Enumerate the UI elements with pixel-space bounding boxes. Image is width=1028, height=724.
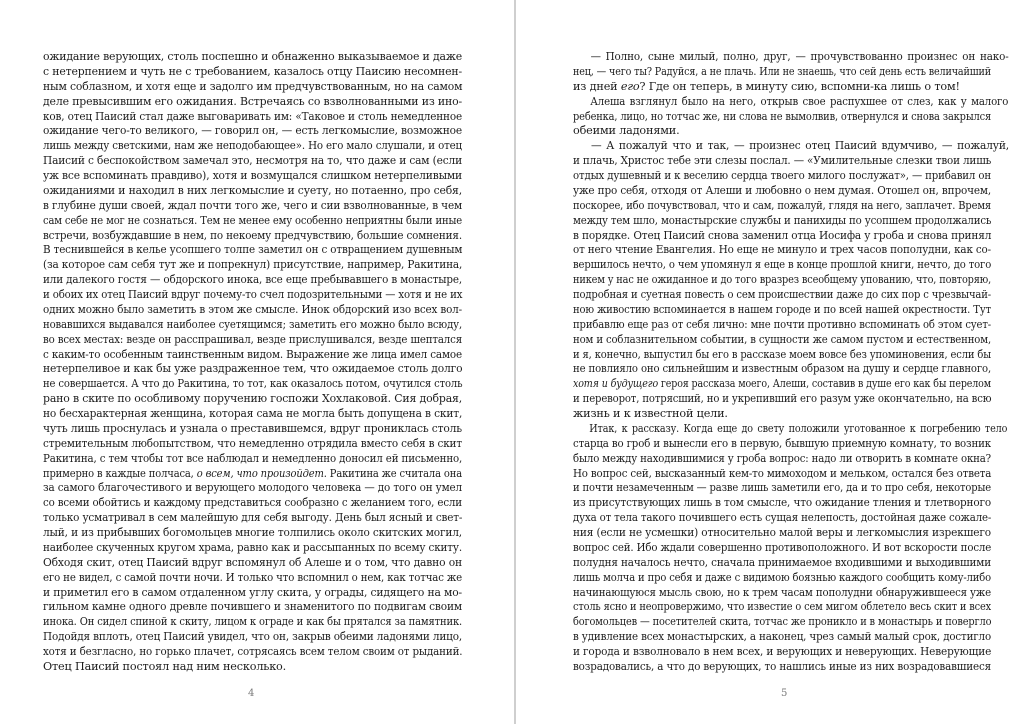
- text-line: вопрос сей. Ибо ждали совершенно противоположного. И вот вскорости после: [573, 540, 992, 554]
- text-line: ною живостию вспоминается в нашем городе и по всей нашей окрестности. Тут: [573, 302, 992, 316]
- text-line: Обходя скит, отец Паисий вдруг вспомянул об Алеше и о том, что давно он: [43, 555, 462, 569]
- text-line: и я, конечно, выпустил бы его в рассказе моем вовсе без упоминовения, если бы: [573, 347, 992, 361]
- text-line: но бесхарактерная женщина, которая сама не могла быть допущена в скит,: [43, 407, 463, 420]
- text-line: между тем шло, монастырские службы и панихиды по усопшем продолжались: [573, 213, 992, 227]
- text-line: обеими ладонями.: [573, 124, 680, 138]
- text-line: из присутствующих лишь в том смысле, что ожидание тления и тлетворного: [573, 496, 991, 510]
- text-run: примерно в каждые полчаса,: [43, 466, 197, 480]
- text-line: ния (если не усмешки) относительно малой веры и легкомыслия изрекшего: [573, 526, 991, 539]
- text-line: рано в ските по особливому поручению госпожи Хохлаковой. Сия добрая,: [43, 392, 463, 406]
- left-page-text: [43, 50, 462, 675]
- text-line: инока. Он сидел спиной к скиту, лицом к ограде и как бы прятался за памятник.: [43, 615, 463, 629]
- italic-emphasis: хотя и будущего: [573, 377, 659, 391]
- text-line: Но вопрос сей, высказанный кем-то мимоходом и мельком, остался без ответа: [573, 466, 992, 480]
- text-line: духа от тела такого почившего есть сущая нелепость, достойная даже сожале-: [573, 511, 992, 525]
- text-line: полудня началось нечто, сначала принимаемое входившими и выходившими: [573, 555, 992, 569]
- text-line: и плачь, Христос тебе эти слезы послал. — «Умилительные слезки твои лишь: [573, 154, 992, 168]
- text-line: стремительным любопытством, что немедленно отрядила вместо себя в скит: [43, 436, 462, 450]
- text-line: ожидание верующих, столь поспешно и обнаженно выказываемое и даже: [43, 50, 463, 63]
- text-line: одних можно было заметить в этом же смысле. Инок обдорский изо всех вол-: [43, 302, 463, 316]
- text-line: ожидание чего-то великого, — говорил он, — есть легкомыслие, возможное: [43, 124, 463, 138]
- text-line: со всеми обойтись и каждому представиться сообразно с желанием того, если: [43, 496, 462, 510]
- text-line: ожиданиями и находил в них легкомыслие и суету, но потаенно, про себя,: [43, 183, 462, 197]
- text-line: Ракитина, с тем чтобы тот все наблюдал и немедленно доносил ей письменно,: [43, 451, 463, 465]
- text-line: начинающуюся мысль свою, но к трем часам пополудни обнаружившееся уже: [573, 585, 992, 599]
- text-line: в удивление всех монастырских, а наконец, чрез самый малый срок, достигло: [573, 630, 992, 644]
- text-line: нетерпеливое и как бы уже раздраженное тем, что ожидаемое столь долго: [43, 362, 463, 376]
- text-line: никем у нас не ожиданное и до того вразрез всеобщему упованию, что, повторяю,: [573, 273, 992, 287]
- text-line: с каким-то особенным таинственным видом. Выражение же лица имел самое: [43, 347, 463, 361]
- text-line: богомольцев — посетителей скита, тотчас же проникло и в монастырь и повергло: [573, 615, 992, 629]
- text-line: лишь молча и про себя и даже с видимою боязнью каждого сообщить кому-либо: [573, 570, 992, 584]
- text-line: Итак, к рассказу. Когда еще до свету положили уготованное к погребению тело: [589, 421, 1008, 435]
- text-line: подробная и суетная повесть о сем происшествии даже до сих пор с чрезвычай-: [573, 288, 992, 301]
- text-line: уже про себя, отходя от Алеши и любовно о нем думая. Отошел он, впрочем,: [573, 183, 992, 197]
- text-line: столь ясно и неопровержимо, что известие о сем мигом облетело весь скит и всех: [573, 600, 992, 614]
- text-line: не совершается. А что до Ракитина, то тот, как оказалось потом, очутился столь: [43, 377, 463, 391]
- text-line: (за которое сам себя тут же и попрекнул) присутствие, например, Ракитина,: [43, 258, 463, 272]
- text-run: ? Где он теперь, в минуту сию, вспомни-ка лишь о том!: [639, 79, 960, 93]
- text-line: наиболее скученных кругом храма, равно как и рассыпанных по всему скиту.: [43, 540, 462, 554]
- text-line: ков, отец Паисий стал даже выговаривать им: «Таковое и столь немедленное: [43, 109, 462, 123]
- text-line: лишь между светскими, нам же неподобающее». Но его мало слушали, и отец: [43, 139, 462, 153]
- text-line: Паисий с беспокойством замечал это, несмотря на то, что даже и сам (если: [43, 154, 462, 168]
- text-line: Подойдя вплоть, отец Паисий увидел, что он, закрыв обеими ладонями лицо,: [43, 630, 463, 644]
- text-line: хотя и безгласно, но горько плачет, сотрясаясь всем телом своим от рыданий.: [43, 645, 463, 658]
- text-line: вершилось нечто, о чем упомянул я еще в конце прошлой книги, нечто, до того: [573, 258, 992, 272]
- text-line: уж все вспоминать правдиво), хотя и возмущался слишком нетерпеливыми: [43, 169, 463, 182]
- right-page: [516, 0, 1028, 724]
- text-line: ным соблазном, и хотя еще и задолго им предчувствованным, но на самом: [43, 79, 463, 93]
- italic-emphasis: о всем, что произойдет: [196, 466, 324, 480]
- text-line: [573, 377, 991, 392]
- text-line: поскорее, ибо почувствовал, что и сам, пожалуй, глядя на него, заплачет. Время: [573, 198, 991, 212]
- text-run: из дней: [573, 79, 621, 93]
- text-line: гильном камне одного древле почившего и знаменитого по подвигам своим: [43, 600, 462, 614]
- text-line: сам себе не мог не сознаться. Тем не менее ему особенно неприятны были иные: [43, 213, 463, 227]
- text-line: в порядке. Отец Паисий снова заменил отца Иосифа у гроба и снова принял: [573, 228, 992, 242]
- text-line: лый, и из прибывших богомольцев многие толпились около скитских могил,: [43, 526, 463, 539]
- text-line: В теснившейся в келье усопшего толпе заметил он с отвращением душевным: [43, 243, 463, 257]
- text-line: деле превысившим его ожидания. Встречаясь со взволнованными из ино-: [43, 94, 463, 108]
- text-line: встречи, возбуждавшие в нем, по некоему предчувствию, большие сомнения.: [43, 228, 462, 242]
- text-line: и обоих их отец Паисий вдруг почему-то счел подозрительными — хотя и не их: [43, 288, 463, 301]
- text-line: отдых душевный и к веселию сердца твоего милого послужат», — прибавил он: [573, 169, 992, 182]
- text-line: [43, 467, 462, 482]
- text-line: и переворот, потрясший, но и укрепивший его разум уже окончательно, на всю: [573, 392, 992, 406]
- text-run: . Ракитина же считала она: [323, 466, 462, 480]
- page-number-left: 4: [248, 688, 255, 699]
- text-line: старца во гроб и вынесли его в первую, бывшую приемную комнату, то возник: [573, 436, 992, 450]
- text-line: от него чтение Евангелия. Но еще не минуло и трех часов пополудни, как со-: [573, 243, 991, 257]
- text-line: ребенка, лицо, но тотчас же, ни слова не вымолвив, отвернулся и снова закрылся: [573, 109, 991, 123]
- text-line: — А пожалуй что и так, — произнес отец Паисий вдумчиво, — пожалуй,: [591, 139, 1010, 153]
- text-line: новавшихся выдавался наиболее суетящимся; заметить его можно было всюду,: [43, 317, 463, 331]
- text-line: — Полно, сыне милый, полно, друг, — прочувствованно произнес он нако-: [590, 50, 1009, 63]
- text-line: жизнь и к известной цели.: [573, 407, 728, 420]
- text-line: [573, 80, 991, 95]
- text-line: Алеша взглянул было на него, открыв свое распухшее от слез, как у малого: [590, 94, 1009, 108]
- text-line: не повлияло оно сильнейшим и известным образом на душу и сердце главного,: [573, 362, 992, 376]
- right-page-text: [573, 50, 1010, 675]
- text-line: чуть лишь проснулась и узнала о преставившемся, вдруг прониклась столь: [43, 421, 462, 435]
- text-line: в глубине души своей, ждал почти того же, чего и сии взволнованные, в чем: [43, 198, 463, 212]
- text-run: героя рассказа моего, Алеши, составив в душе его как бы перелом: [658, 377, 992, 391]
- page-number-right: 5: [781, 688, 788, 699]
- text-line: возрадовались, а что до верующих, то нашлись иные из них возрадовавшиеся: [573, 659, 991, 673]
- italic-emphasis: его: [620, 79, 640, 93]
- text-line: с нетерпением и чуть не с требованием, казалось отцу Паисию несомнен-: [43, 64, 462, 78]
- text-line: было между находившимися у гроба вопрос: надо ли отворить в комнате окна?: [573, 451, 991, 465]
- text-line: или далекого гостя — обдорского инока, все еще пребывавшего в монастыре,: [43, 273, 462, 287]
- text-line: его не видел, с самой почти ночи. И только что вспомнил о нем, как тотчас же: [43, 570, 463, 584]
- text-line: и города и взволновало в нем всех, и верующих и неверующих. Неверующие: [573, 645, 992, 658]
- text-line: ном и соблазнительном событии, в сущности же самом пустом и естественном,: [573, 332, 992, 346]
- text-line: прибавлю еще раз от себя лично: мне почти противно вспоминать об этом сует-: [573, 317, 992, 331]
- text-line: во всех местах: везде он расспрашивал, везде прислушивался, везде шептался: [43, 332, 463, 346]
- text-line: за самого благочестивого и верующего молодого человека — до того он умел: [43, 481, 463, 495]
- text-line: только усматривал в сем малейшую для себя выгоду. День был ясный и свет-: [43, 511, 463, 525]
- text-line: Отец Паисий постоял над ним несколько.: [43, 659, 287, 673]
- text-line: и почти незамеченным — разве лишь заметили его, да и то про себя, некоторые: [573, 481, 992, 495]
- text-line: нец, — чего ты? Радуйся, а не плачь. Или не знаешь, что сей день есть величайший: [573, 64, 991, 78]
- text-line: и приметил его в самом отдаленном углу скита, у ограды, сидящего на мо-: [43, 585, 463, 599]
